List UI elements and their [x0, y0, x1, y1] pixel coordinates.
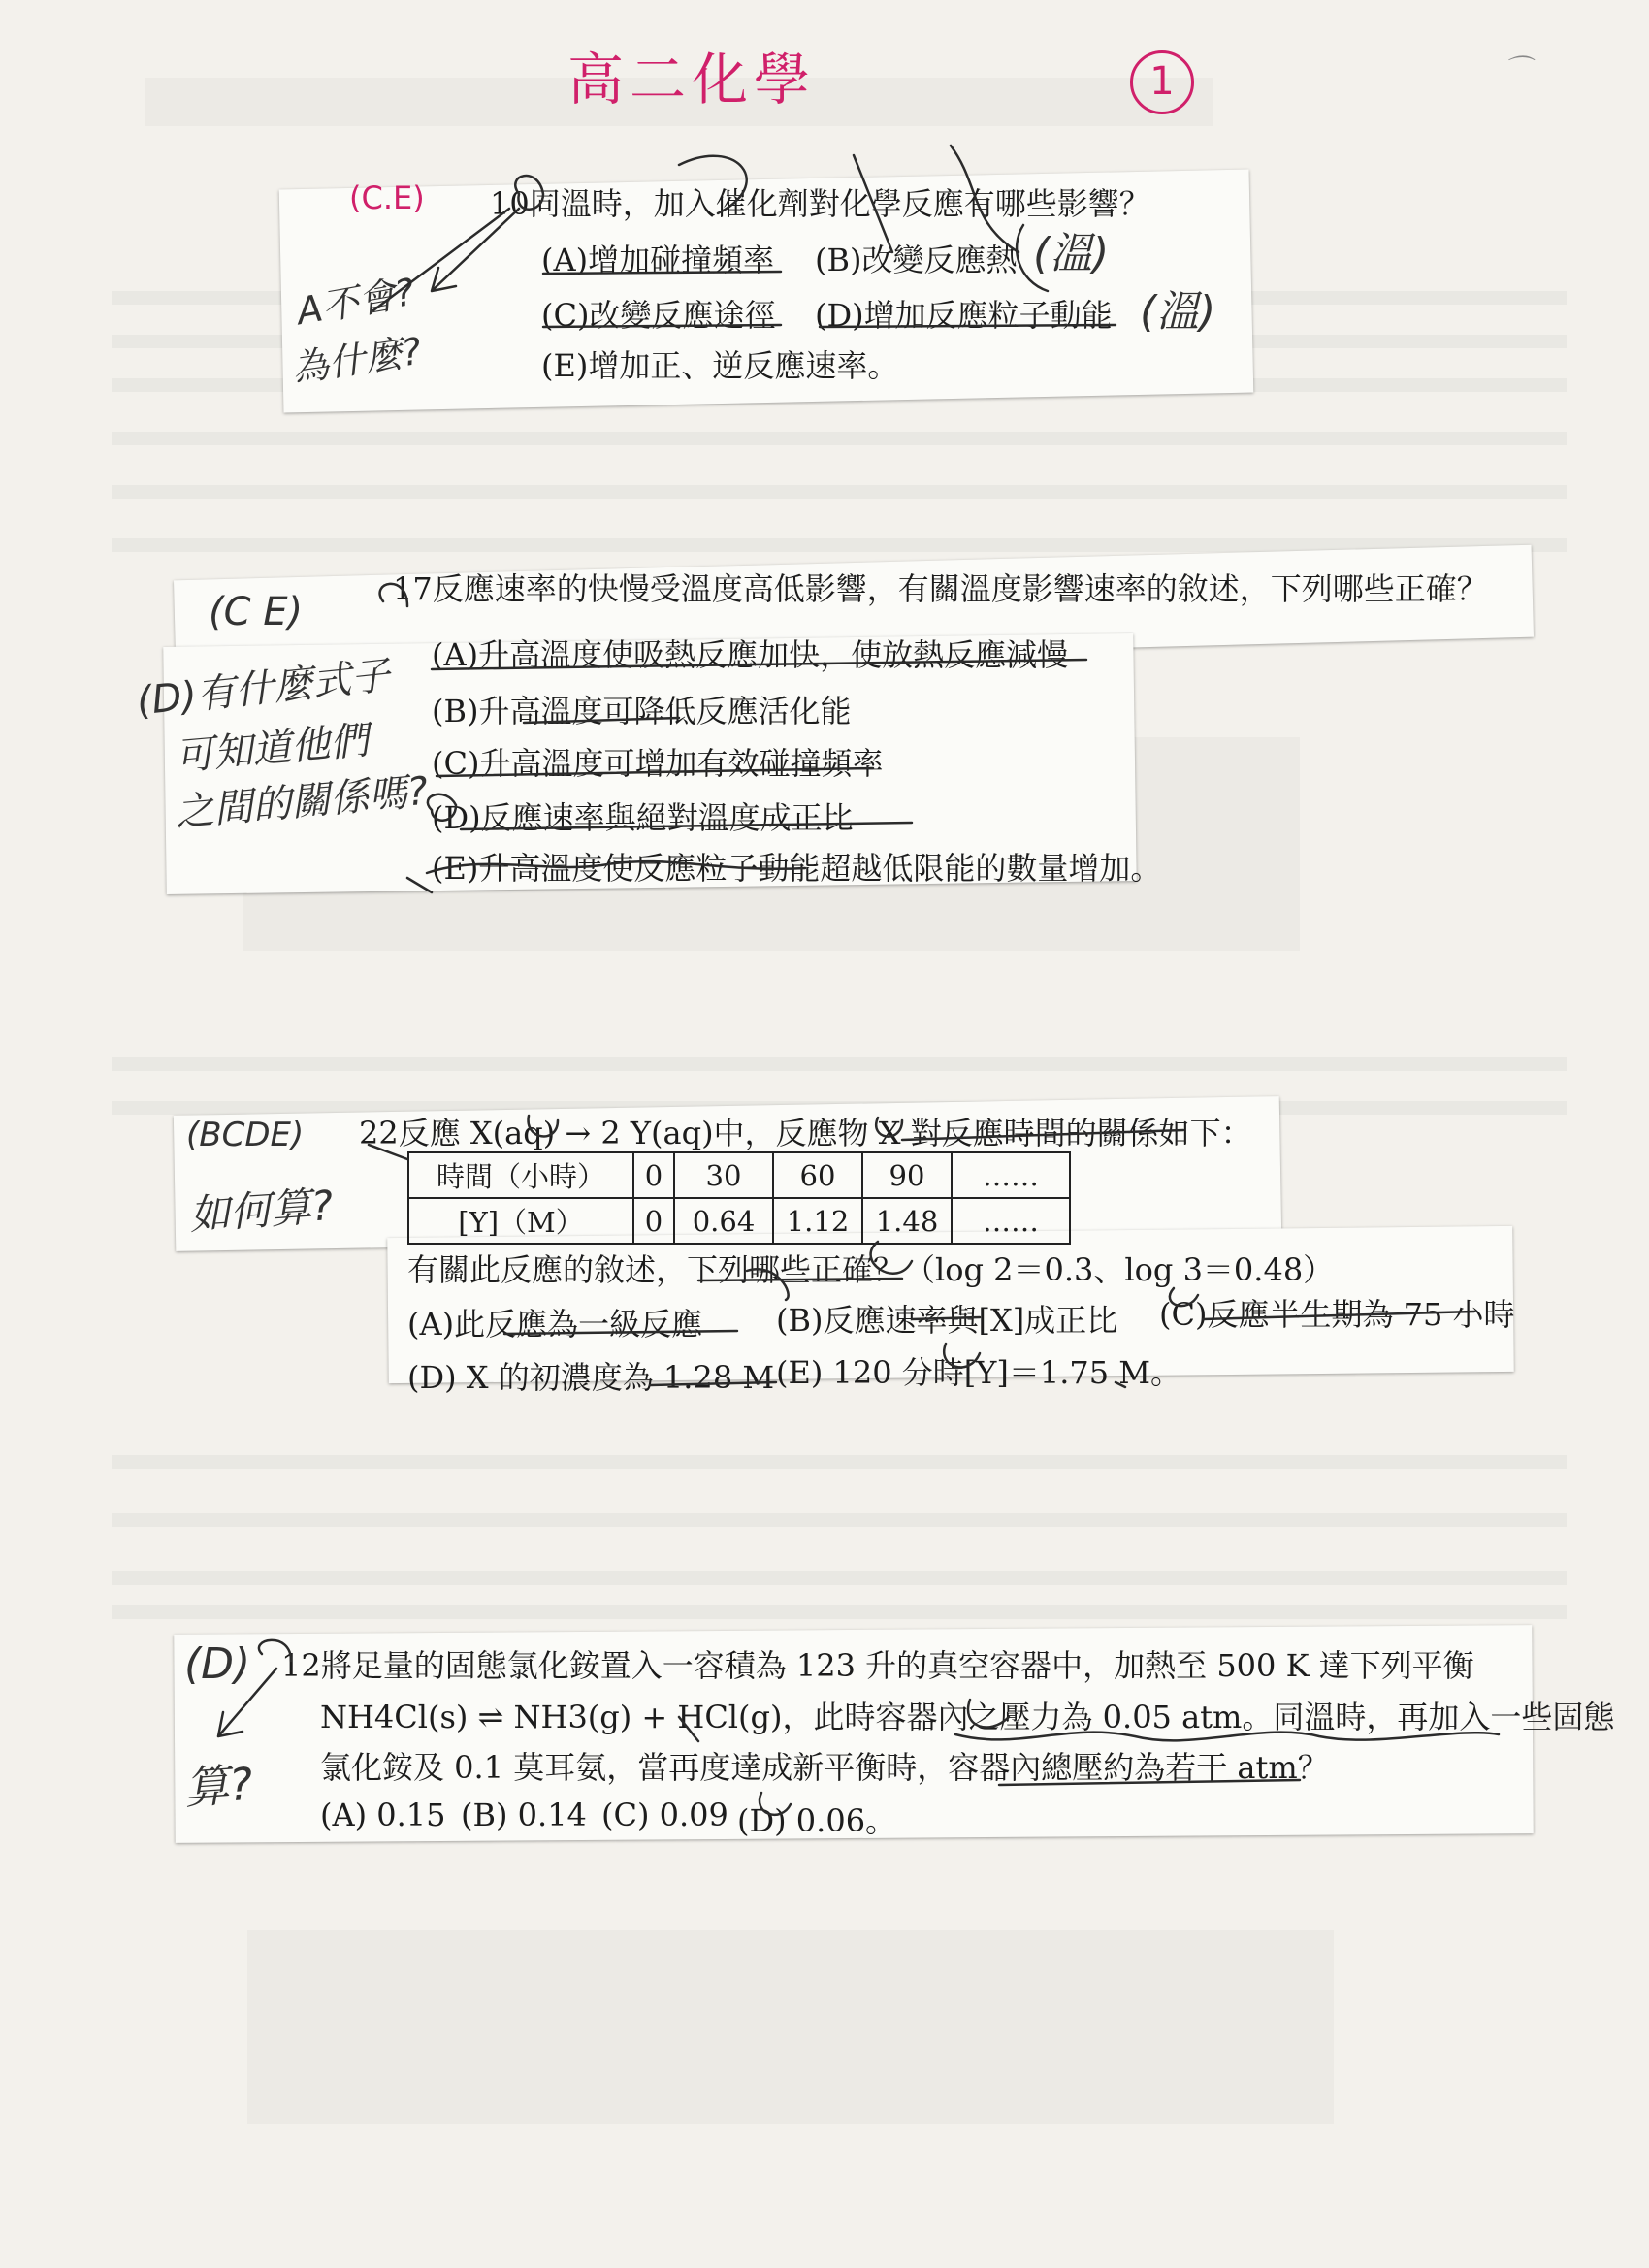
table-cell: 90	[862, 1152, 952, 1198]
table-cell: 0	[633, 1198, 674, 1244]
underline-mark	[504, 1331, 737, 1334]
curve-mark	[747, 1269, 789, 1300]
table-cell: 1.12	[773, 1198, 862, 1244]
q2-number: 17	[393, 570, 433, 607]
wave-mark	[955, 1733, 1499, 1741]
q1-margin-note-b: (溫)	[1033, 229, 1110, 278]
q3-option-d: (D) X 的初濃度為 1.28 M	[407, 1359, 775, 1396]
circle-mark	[871, 1242, 912, 1274]
table-row-label: 時間（小時）	[408, 1152, 633, 1198]
q1-note-line1: A不會?	[293, 270, 418, 334]
table-cell: 1.48	[862, 1198, 952, 1244]
tick-mark	[679, 1717, 698, 1741]
q2-option-e: (E)升高溫度使反應粒子動能超越低限能的數量增加。	[432, 850, 1162, 887]
corner-mark: ⌒	[1504, 53, 1532, 85]
q3-option-e: (E) 120 分時[Y]＝1.75 M。	[776, 1354, 1182, 1391]
q1-option-d: (D)增加反應粒子動能	[815, 297, 1113, 334]
table-cell: 60	[773, 1152, 862, 1198]
q4-option-a: (A) 0.15	[320, 1797, 446, 1833]
q1-option-b: (B)改變反應熱	[815, 242, 1018, 278]
q3-option-a: (A)此反應為一級反應	[407, 1306, 703, 1343]
page-number: 1	[1149, 59, 1175, 104]
curve-mark	[951, 146, 1018, 252]
q3-option-c: (C)反應半生期為 75 小時	[1159, 1296, 1515, 1333]
q2-option-c: (C)升高溫度可增加有效碰撞頻率	[432, 745, 884, 782]
underline-mark	[650, 1382, 776, 1385]
q2-option-d: (D)反應速率與絕對溫度成正比	[432, 799, 854, 836]
circle-mark	[259, 1640, 291, 1661]
underline-mark	[436, 768, 873, 776]
q3-stem-text: 反應 X(aq) → 2 Y(aq)中，反應物 X 對反應時間的關係如下：	[398, 1115, 1252, 1151]
q3-answer-note: (BCDE)	[186, 1116, 305, 1154]
underline-mark	[698, 1279, 902, 1280]
q2-option-a: (A)升高溫度使吸熱反應加快，使放熱反應減慢	[432, 636, 1069, 673]
q2-option-b: (B)升高溫度可降低反應活化能	[432, 693, 852, 729]
circle-mark	[1170, 1288, 1198, 1306]
q4-option-b: (B) 0.14	[461, 1797, 587, 1833]
q2-note-line1: (D)有什麼式子	[134, 653, 393, 725]
circle-mark	[515, 176, 543, 210]
q4-line3: 氯化銨及 0.1 莫耳氨，當再度達成新平衡時，容器內總壓約為若干 atm？	[320, 1749, 1329, 1786]
q3-option-b: (B)反應速率與[X]成正比	[776, 1302, 1118, 1339]
q2-note-line2: 可知道他們	[173, 718, 371, 780]
q2-stem-text: 反應速率的快慢受溫度高低影響，有關溫度影響速率的敘述，下列哪些正確？	[432, 570, 1488, 607]
q1-number: 10	[490, 185, 530, 222]
underline-mark	[999, 1780, 1300, 1785]
table-cell: ……	[952, 1152, 1070, 1198]
table-row-label: [Y]（M）	[408, 1198, 633, 1244]
q2-note-line3: 之間的關係嗎?	[173, 768, 431, 836]
q1-answer-note: (C.E)	[349, 179, 425, 216]
circle-mark	[380, 584, 407, 606]
circle-mark	[944, 1344, 980, 1367]
underline-mark	[461, 823, 912, 829]
table-cell: 0	[633, 1152, 674, 1198]
circle-mark	[428, 794, 456, 821]
q1-option-a: (A)增加碰撞頻率	[541, 242, 775, 278]
circle-mark	[876, 1118, 902, 1137]
q4-equation: NH4Cl(s) ⇌ NH3(g) + HCl(g)	[320, 1699, 783, 1735]
q1-option-e: (E)增加正、逆反應速率。	[541, 347, 899, 384]
underline-mark	[543, 325, 1116, 327]
table-cell: 30	[674, 1152, 773, 1198]
curve-mark	[679, 156, 747, 213]
q2-answer-note: (C E)	[209, 590, 304, 634]
tick-mark	[369, 1145, 407, 1159]
underline-mark	[543, 272, 781, 274]
arrow-mark	[373, 209, 509, 310]
underline-mark	[912, 1317, 980, 1319]
table-cell: 0.64	[674, 1198, 773, 1244]
q1-note-line2: 為什麼?	[289, 329, 425, 391]
q4-option-c: (C) 0.09	[601, 1797, 728, 1833]
arrow-mark	[432, 209, 519, 291]
underline-mark	[902, 1130, 1183, 1140]
q3-note: 如何算?	[187, 1181, 335, 1240]
underline-mark	[524, 718, 679, 723]
slash-mark	[854, 155, 892, 252]
q4-option-d: (D) 0.06。	[737, 1802, 897, 1839]
paren-mark	[1017, 225, 1048, 291]
circle-mark	[968, 1700, 1009, 1727]
q4-line2-text: ，此時容器內之壓力為 0.05 atm。同溫時，再加入一些固態	[782, 1699, 1615, 1735]
q4-number: 12	[281, 1647, 321, 1684]
wave-mark	[427, 861, 805, 873]
q1-stem-text: 同溫時，加入催化劑對化學反應有哪些影響？	[529, 185, 1150, 222]
q1-option-c: (C)改變反應途徑	[541, 297, 776, 334]
q4-note: 算?	[182, 1757, 255, 1815]
q3-line2: 有關此反應的敘述，下列哪些正確？（log 2＝0.3、log 3＝0.48）	[407, 1251, 1335, 1288]
tick-mark	[1116, 1382, 1125, 1387]
q1-margin-note-d: (溫)	[1140, 287, 1216, 337]
page-title: 高二化學	[567, 47, 817, 113]
q3-number: 22	[359, 1115, 399, 1151]
underline-mark	[1203, 1312, 1474, 1319]
circle-mark	[529, 1116, 558, 1136]
q4-answer-note: (D)	[184, 1639, 251, 1689]
underline-mark	[432, 660, 1086, 669]
circle-mark	[760, 1793, 791, 1815]
table-cell: ……	[952, 1198, 1070, 1244]
q4-line1-text: 將足量的固態氯化銨置入一容積為 123 升的真空容器中，加熱至 500 K 達下列平衡	[320, 1647, 1474, 1684]
tick-mark	[407, 878, 432, 892]
arrow-mark	[218, 1669, 276, 1736]
